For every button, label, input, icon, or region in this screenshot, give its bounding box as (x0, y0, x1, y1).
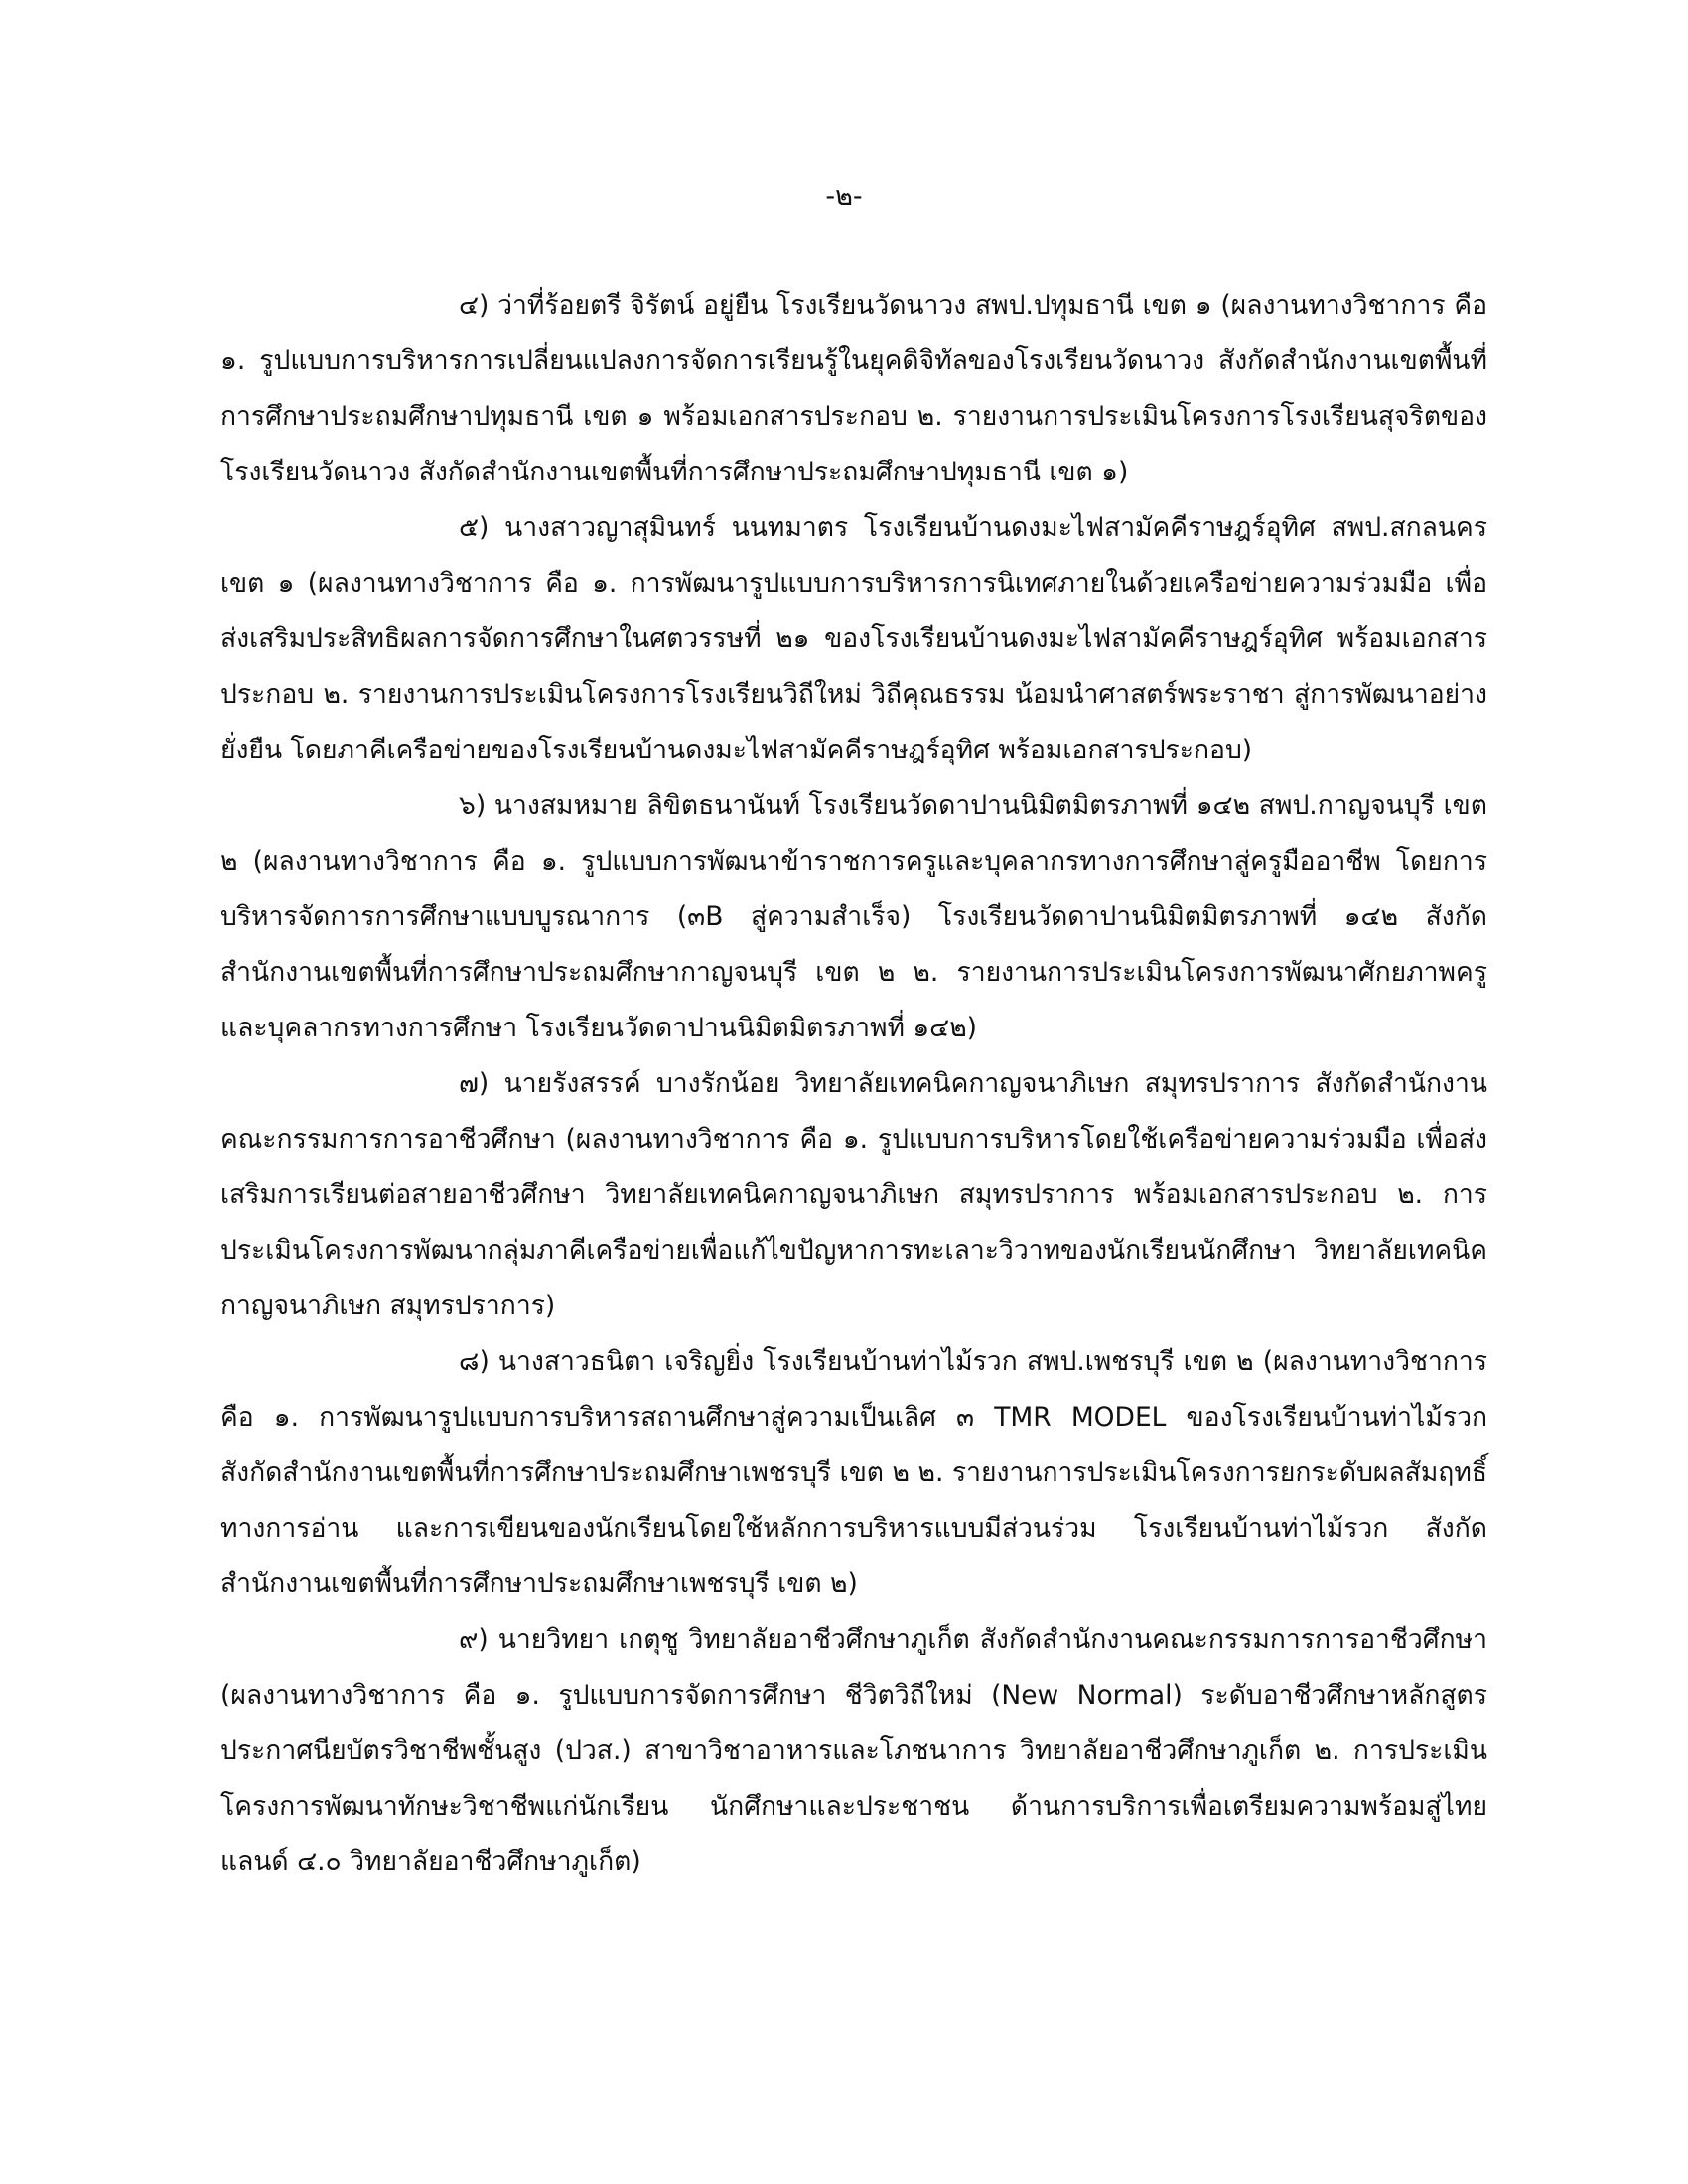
item-paragraph-6: ๖) นางสมหมาย ลิขิตธนานันท์ โรงเรียนวัดดาปานนิมิตมิตรภาพที่ ๑๔๒ สพป.กาญจนบุรี เขต ๒ (ผลงานทางวิชาการ คือ ๑. รูปแบบการพัฒนาข้าราชการครูและบุคลากรทางการศึกษาสู่ครูมืออาชีพ โดยการบริหารจัดการการศึกษาแบบบูรณาการ (๓B สู่ความสำเร็จ) โรงเรียนวัดดาปานนิมิตมิตรภาพที่ ๑๔๒ สังกัดสำนักงานเขตพื้นที่การศึกษาประถมศึกษากาญจนบุรี เขต ๒ ๒. รายงานการประเมินโครงการพัฒนาศักยภาพครูและบุคลากรทางการศึกษา โรงเรียนวัดดาปานนิมิตมิตรภาพที่ ๑๔๒) (220, 790, 1487, 1043)
item-paragraph-9: ๙) นายวิทยา เกตุชู วิทยาลัยอาชีวศึกษาภูเก็ต สังกัดสำนักงานคณะกรรมการการอาชีวศึกษา (ผลงานทางวิชาการ คือ ๑. รูปแบบการจัดการศึกษา ชีวิตวิถีใหม่ (New Normal) ระดับอาชีวศึกษาหลักสูตรประกาศนียบัตรวิชาชีพชั้นสูง (ปวส.) สาขาวิชาอาหารและโภชนาการ วิทยาลัยอาชีวศึกษาภูเก็ต ๒. การประเมินโครงการพัฒนาทักษะวิชาชีพแก่นักเรียน นักศึกษาและประชาชน ด้านการบริการเพื่อเตรียมความพร้อมสู่ไทยแลนด์ ๔.๐ วิทยาลัยอาชีวศึกษาภูเก็ต) (220, 1624, 1487, 1877)
item-paragraph-8: ๘) นางสาวธนิตา เจริญยิ่ง โรงเรียนบ้านท่าไม้รวก สพป.เพชรบุรี เขต ๒ (ผลงานทางวิชาการ คือ ๑. การพัฒนารูปแบบการบริหารสถานศึกษาสู่ความเป็นเลิศ ๓ TMR MODEL ของโรงเรียนบ้านท่าไม้รวก สังกัดสำนักงานเขตพื้นที่การศึกษาประถมศึกษาเพชรบุรี เขต ๒ ๒. รายงานการประเมินโครงการยกระดับผลสัมฤทธิ์ทางการอ่าน และการเขียนของนักเรียนโดยใช้หลักการบริหารแบบมีส่วนร่วม โรงเรียนบ้านท่าไม้รวก สังกัดสำนักงานเขตพื้นที่การศึกษาประถมศึกษาเพชรบุรี เขต ๒) (220, 1346, 1487, 1599)
item-paragraph-4: ๔) ว่าที่ร้อยตรี จิรัตน์ อยู่ยืน โรงเรียนวัดนาวง สพป.ปทุมธานี เขต ๑ (ผลงานทางวิชาการ คือ ๑. รูปแบบการบริหารการเปลี่ยนแปลงการจัดการเรียนรู้ในยุคดิจิทัลของโรงเรียนวัดนาวง สังกัดสำนักงานเขตพื้นที่การศึกษาประถมศึกษาปทุมธานี เขต ๑ พร้อมเอกสารประกอบ ๒. รายงานการประเมินโครงการโรงเรียนสุจริตของโรงเรียนวัดนาวง สังกัดสำนักงานเขตพื้นที่การศึกษาประถมศึกษาปทุมธานี เขต ๑) (220, 290, 1487, 487)
page-number: -๒- (825, 181, 863, 211)
item-paragraph-5: ๕) นางสาวญาสุมินทร์ นนทมาตร โรงเรียนบ้านดงมะไฟสามัคคีราษฎร์อุทิศ สพป.สกลนคร เขต ๑ (ผลงานทางวิชาการ คือ ๑. การพัฒนารูปแบบการบริหารการนิเทศภายในด้วยเครือข่ายความร่วมมือ เพื่อส่งเสริมประสิทธิผลการจัดการศึกษาในศตวรรษที่ ๒๑ ของโรงเรียนบ้านดงมะไฟสามัคคีราษฎร์อุทิศ พร้อมเอกสารประกอบ ๒. รายงานการประเมินโครงการโรงเรียนวิถีใหม่ วิถีคุณธรรม น้อมนำศาสตร์พระราชา สู่การพัฒนาอย่างยั่งยืน โดยภาคีเครือข่ายของโรงเรียนบ้านดงมะไฟสามัคคีราษฎร์อุทิศ พร้อมเอกสารประกอบ) (220, 512, 1487, 765)
document-body (220, 278, 1487, 1890)
item-paragraph-7: ๗) นายรังสรรค์ บางรักน้อย วิทยาลัยเทคนิคกาญจนาภิเษก สมุทรปราการ สังกัดสำนักงานคณะกรรมการการอาชีวศึกษา (ผลงานทางวิชาการ คือ ๑. รูปแบบการบริหารโดยใช้เครือข่ายความร่วมมือ เพื่อส่งเสริมการเรียนต่อสายอาชีวศึกษา วิทยาลัยเทคนิคกาญจนาภิเษก สมุทรปราการ พร้อมเอกสารประกอบ ๒. การประเมินโครงการพัฒนากลุ่มภาคีเครือข่ายเพื่อแก้ไขปัญหาการทะเลาะวิวาทของนักเรียนนักศึกษา วิทยาลัยเทคนิคกาญจนาภิเษก สมุทรปราการ) (220, 1068, 1487, 1321)
